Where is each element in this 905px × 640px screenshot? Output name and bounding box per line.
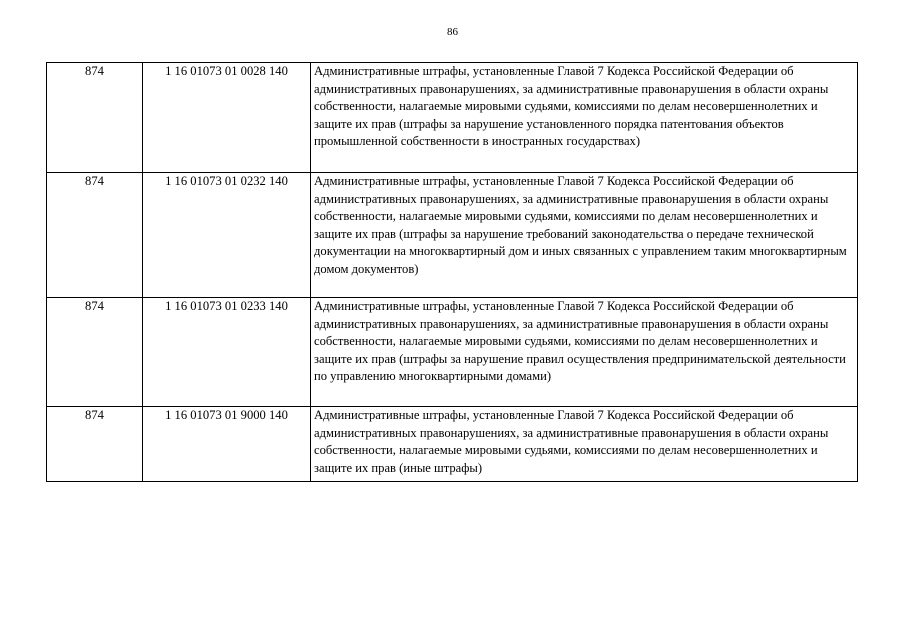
admin-code-cell: 874 bbox=[47, 407, 143, 482]
budget-classification-table bbox=[46, 62, 858, 482]
table-row bbox=[47, 407, 858, 482]
table-row bbox=[47, 63, 858, 173]
page-number: 86 bbox=[447, 26, 458, 38]
admin-code-cell: 874 bbox=[47, 173, 143, 298]
description-cell: Административные штрафы, установленные Главой 7 Кодекса Российской Федерации об административных правонарушениях, за административные правонарушения в области охраны собственности, налагаемые мировыми судьями, комиссиями по делам несовершеннолетних и защите их прав (штрафы за нарушение установленного порядка патентования объектов промышленной собственности в иностранных государствах) bbox=[311, 63, 858, 173]
description-cell: Административные штрафы, установленные Главой 7 Кодекса Российской Федерации об административных правонарушениях, за административные правонарушения в области охраны собственности, налагаемые мировыми судьями, комиссиями по делам несовершеннолетних и защите их прав (иные штрафы) bbox=[311, 407, 858, 482]
kbk-code-cell: 1 16 01073 01 0233 140 bbox=[143, 298, 311, 407]
description-cell: Административные штрафы, установленные Главой 7 Кодекса Российской Федерации об административных правонарушениях, за административные правонарушения в области охраны собственности, налагаемые мировыми судьями, комиссиями по делам несовершеннолетних и защите их прав (штрафы за нарушение требований законодательства о передаче технической документации на многоквартирный дом и иных связанных с управлением таким многоквартирным домом документов) bbox=[311, 173, 858, 298]
table-row bbox=[47, 173, 858, 298]
admin-code-cell: 874 bbox=[47, 63, 143, 173]
kbk-code-cell: 1 16 01073 01 9000 140 bbox=[143, 407, 311, 482]
description-cell: Административные штрафы, установленные Главой 7 Кодекса Российской Федерации об административных правонарушениях, за административные правонарушения в области охраны собственности, налагаемые мировыми судьями, комиссиями по делам несовершеннолетних и защите их прав (штрафы за нарушение правил осуществления предпринимательской деятельности по управлению многоквартирными домами) bbox=[311, 298, 858, 407]
kbk-code-cell: 1 16 01073 01 0028 140 bbox=[143, 63, 311, 173]
table-row bbox=[47, 298, 858, 407]
kbk-code-cell: 1 16 01073 01 0232 140 bbox=[143, 173, 311, 298]
admin-code-cell: 874 bbox=[47, 298, 143, 407]
